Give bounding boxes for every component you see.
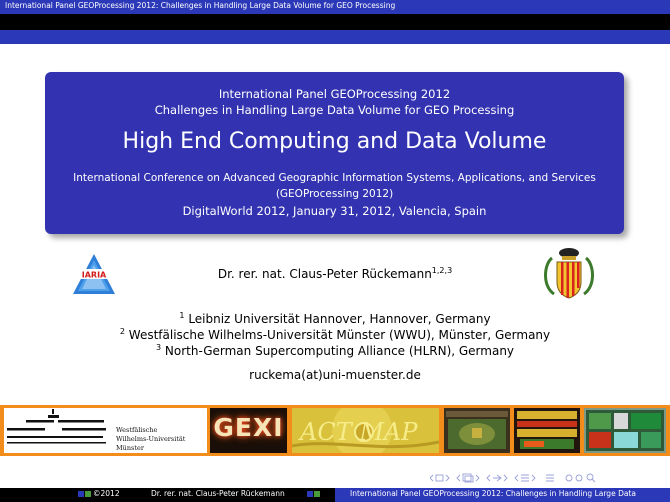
nav-prev-frame-icon [430, 475, 433, 481]
navigation-icons[interactable] [430, 473, 666, 483]
wwu-logo [4, 408, 207, 453]
affiliation-2-text: Westfälische Wilhelms-Universität Münster (WWU), Münster, Germany [128, 328, 551, 342]
wwu-logo-mark [4, 408, 109, 453]
footer-author: Dr. rer. nat. Claus-Peter Rückemann [151, 489, 285, 498]
footer-right [335, 488, 670, 502]
author-email: ruckema(at)uni-muenster.de [249, 368, 421, 382]
wwu-logo-line-2: Wilhelms-Universität [116, 435, 186, 443]
panel-name: International Panel GEOProcessing 2012 [218, 87, 451, 101]
affiliation-1 [0, 311, 670, 326]
actmap-logo-text: ACT MAP [300, 418, 418, 446]
nav-back-icon [566, 475, 572, 481]
screenshot-thumbnail-3 [584, 408, 666, 453]
footer-copyright: ©2012 [93, 489, 120, 498]
affiliation-3-number: 3 [155, 343, 162, 352]
nav-next-subsection-icon [476, 475, 479, 481]
author-affiliation-marks: 1,2,3 [431, 266, 453, 275]
screenshot-thumbnail-1 [444, 408, 510, 453]
running-title-bar [0, 0, 670, 14]
nav-section-icon [493, 475, 501, 481]
footer-green-square-2 [314, 491, 320, 497]
actmap-logo [292, 408, 439, 453]
conference-date-place: DigitalWorld 2012, January 31, 2012, Valencia, Spain [182, 204, 487, 218]
nav-subsection-icon [463, 474, 471, 481]
footer-left [0, 488, 335, 502]
footer-title: International Panel GEOProcessing 2012: Challenges in Handling Large Data [350, 489, 636, 498]
footer-blue-square-2 [307, 491, 313, 497]
nav-document-icon [521, 475, 529, 481]
nav-next-frame-icon [446, 475, 449, 481]
nav-prev-section-icon [487, 475, 490, 481]
thumbnail-1-image [444, 408, 510, 453]
gexi-logo-text: GEXI [213, 413, 284, 442]
affiliation-3-text: North-German Supercomputing Alliance (HLRN), Germany [164, 344, 515, 358]
nav-next-section-icon [504, 475, 507, 481]
thumbnail-2-image [514, 408, 580, 453]
affiliation-1-number: 1 [179, 311, 185, 320]
affiliation-2 [0, 327, 670, 342]
footer-bar [0, 488, 670, 502]
header-black-band [0, 14, 670, 30]
footer-green-square [85, 491, 91, 497]
valencia-crest [540, 246, 598, 302]
header-blue-band [0, 30, 670, 44]
author-name: Dr. rer. nat. Claus-Peter Rückemann [217, 267, 432, 281]
nav-frame-icon [436, 475, 443, 481]
affiliation-3 [0, 343, 670, 358]
nav-prev-subsection-icon [457, 475, 460, 481]
thumbnail-3-image [584, 408, 666, 453]
gexi-logo [210, 408, 287, 453]
nav-prev-document-icon [515, 475, 518, 481]
affiliation-2-number: 2 [119, 327, 125, 336]
logo-strip [0, 405, 670, 456]
panel-subtitle: Challenges in Handling Large Data Volume for GEO Processing [154, 103, 515, 117]
wwu-logo-line-1: Westfälische [116, 426, 158, 434]
title-block [45, 72, 624, 234]
screenshot-thumbnail-2 [514, 408, 580, 453]
affiliation-1-text: Leibniz Universität Hannover, Hannover, Germany [188, 312, 491, 326]
running-title: International Panel GEOProcessing 2012: Challenges in Handling Large Data Volume for GEO Processing [5, 1, 396, 10]
beamer-navigation-symbols[interactable] [430, 473, 666, 483]
iaria-logo-text: IARIA [81, 270, 107, 280]
nav-forward-icon [576, 475, 582, 481]
footer-blue-square [78, 491, 84, 497]
presentation-title: High End Computing and Data Volume [122, 129, 547, 154]
wwu-logo-line-3: Münster [116, 444, 144, 452]
nav-toc-icon [546, 475, 554, 481]
conference-name: International Conference on Advanced Geographic Information Systems, Applications, and Services (GEOProcessing 2012) [73, 172, 596, 200]
nav-next-document-icon [532, 475, 535, 481]
